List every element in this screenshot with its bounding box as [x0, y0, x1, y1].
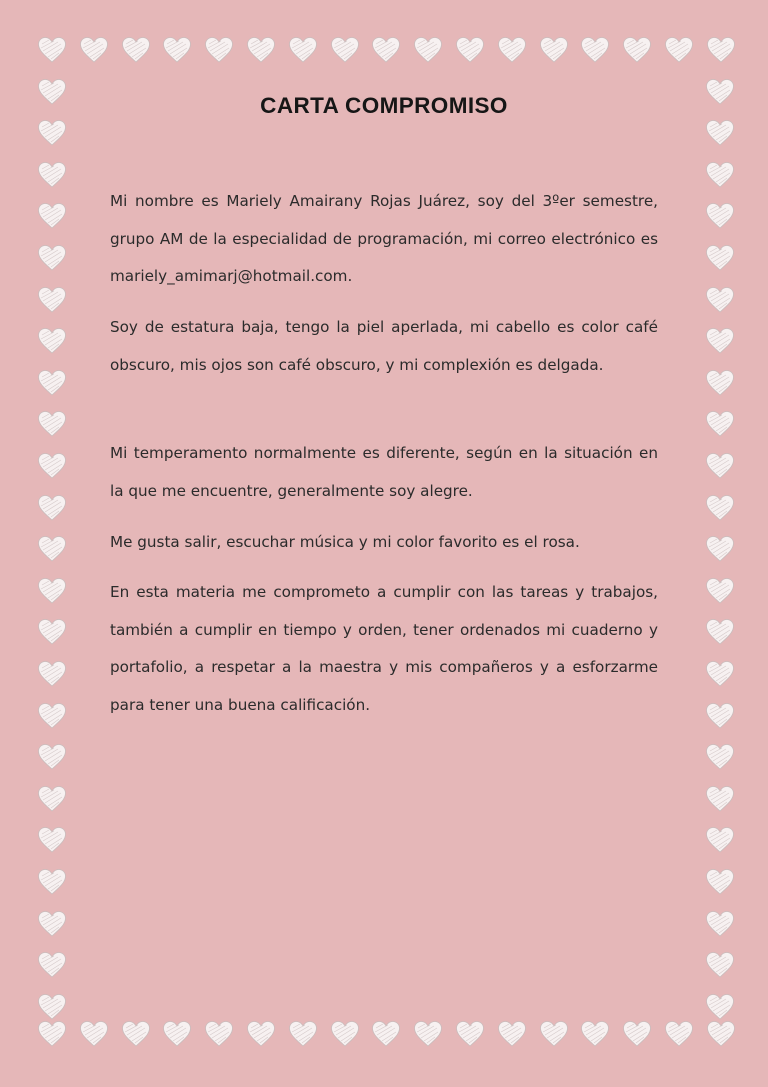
heart-icon	[371, 36, 401, 64]
heart-icon	[705, 161, 735, 189]
heart-icon	[664, 36, 694, 64]
heart-icon	[705, 743, 735, 771]
heart-icon	[37, 327, 67, 355]
heart-icon	[37, 910, 67, 938]
heart-icon	[162, 36, 192, 64]
heart-icon	[455, 1020, 485, 1048]
heart-icon	[539, 1020, 569, 1048]
heart-icon	[37, 535, 67, 563]
heart-icon	[37, 369, 67, 397]
heart-icon	[37, 618, 67, 646]
heart-icon	[37, 993, 67, 1021]
heart-icon	[497, 1020, 527, 1048]
heart-icon	[37, 577, 67, 605]
heart-icon	[37, 785, 67, 813]
heart-icon	[622, 1020, 652, 1048]
heart-icon	[705, 951, 735, 979]
heart-icon	[705, 660, 735, 688]
heart-icon	[580, 1020, 610, 1048]
page-title: CARTA COMPROMISO	[260, 93, 508, 118]
heart-icon	[121, 36, 151, 64]
heart-icon	[204, 1020, 234, 1048]
heart-icon	[37, 702, 67, 730]
heart-icon	[79, 36, 109, 64]
paragraph-personal-info: Mi nombre es Mariely Amairany Rojas Juárez, soy del 3ºer semestre, grupo AM de la especialidad de programación, mi correo electrónico es mariely_amimarj@hotmail.com.	[110, 192, 658, 285]
heart-icon	[37, 660, 67, 688]
heart-icon	[37, 286, 67, 314]
heart-icon	[705, 119, 735, 147]
heart-icon	[37, 78, 67, 106]
heart-icon	[37, 951, 67, 979]
heart-icon	[705, 369, 735, 397]
heart-icon	[79, 1020, 109, 1048]
heart-icon	[705, 452, 735, 480]
heart-icon	[246, 36, 276, 64]
heart-icon	[705, 535, 735, 563]
heart-icon	[539, 36, 569, 64]
heart-icon	[705, 910, 735, 938]
heart-icon	[37, 494, 67, 522]
heart-icon	[37, 743, 67, 771]
heart-icon	[37, 202, 67, 230]
heart-icon	[705, 826, 735, 854]
heart-icon	[706, 36, 736, 64]
heart-icon	[705, 993, 735, 1021]
heart-icon	[413, 1020, 443, 1048]
heart-icon	[705, 577, 735, 605]
heart-icon	[705, 202, 735, 230]
heart-icon	[37, 452, 67, 480]
heart-icon	[705, 494, 735, 522]
heart-icon	[37, 119, 67, 147]
heart-icon	[705, 618, 735, 646]
heart-icon	[37, 36, 67, 64]
heart-icon	[288, 1020, 318, 1048]
heart-icon	[455, 36, 485, 64]
heart-icon	[497, 36, 527, 64]
heart-icon	[162, 1020, 192, 1048]
heart-icon	[705, 868, 735, 896]
heart-icon	[37, 244, 67, 272]
heart-icon	[246, 1020, 276, 1048]
heart-icon	[37, 161, 67, 189]
heart-icon	[706, 1020, 736, 1048]
heart-icon	[705, 702, 735, 730]
heart-icon	[580, 36, 610, 64]
heart-icon	[371, 1020, 401, 1048]
paragraph-temperament: Mi temperamento normalmente es diferente, según en la situación en la que me encuentre, generalmente soy alegre.	[110, 444, 658, 500]
heart-icon	[330, 36, 360, 64]
heart-icon	[664, 1020, 694, 1048]
heart-icon	[37, 1020, 67, 1048]
heart-icon	[37, 868, 67, 896]
heart-icon	[705, 244, 735, 272]
heart-icon	[330, 1020, 360, 1048]
heart-icon	[204, 36, 234, 64]
heart-icon	[288, 36, 318, 64]
heart-icon	[705, 78, 735, 106]
heart-icon	[705, 785, 735, 813]
heart-icon	[705, 410, 735, 438]
heart-icon	[37, 826, 67, 854]
paragraph-commitment: En esta materia me comprometo a cumplir con las tareas y trabajos, también a cumplir en tiempo y orden, tener ordenados mi cuaderno y portafolio, a respetar a la maestra y mis compañeros y a esforzarme para tener una buena calificación.	[110, 583, 658, 714]
heart-icon	[121, 1020, 151, 1048]
paragraph-appearance: Soy de estatura baja, tengo la piel aperlada, mi cabello es color café obscuro, mis ojos son café obscuro, y mi complexión es delgada.	[110, 318, 658, 374]
heart-icon	[705, 327, 735, 355]
heart-icon	[622, 36, 652, 64]
paragraph-likes: Me gusta salir, escuchar música y mi color favorito es el rosa.	[110, 533, 580, 551]
heart-icon	[413, 36, 443, 64]
heart-icon	[37, 410, 67, 438]
heart-icon	[705, 286, 735, 314]
